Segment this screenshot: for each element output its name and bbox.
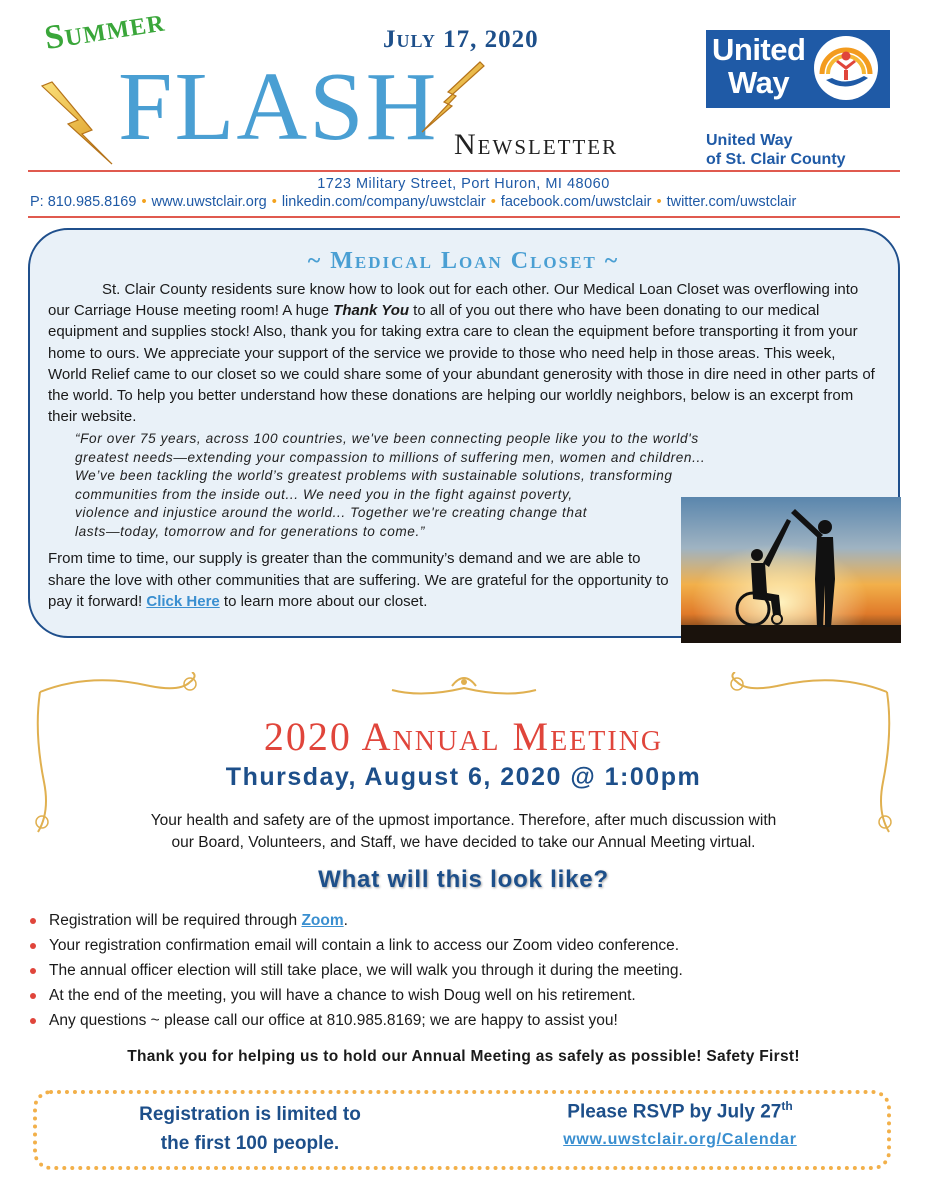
- rsvp-deadline: Please RSVP by July 27th: [567, 1099, 793, 1123]
- summer-word: Summer: [42, 1, 168, 58]
- list-item: Any questions ~ please call our office at 810.985.8169; we are happy to assist you!: [30, 1008, 890, 1033]
- united-way-logo-text: United Way: [712, 32, 806, 100]
- annual-meeting-description: Your health and safety are of the upmost importance. Therefore, after much discussion with our Board, Volunteers, and Staff, we have decided to take our Annual Meeting virtual.: [150, 812, 777, 851]
- ornament-center-icon: [382, 670, 546, 700]
- zoom-link[interactable]: Zoom: [301, 912, 344, 929]
- what-will-this-look-like-heading: What will this look like?: [318, 866, 609, 893]
- twitter-link[interactable]: twitter.com/uwstclair: [666, 194, 797, 210]
- annual-meeting-title: 2020 Annual Meeting: [263, 714, 664, 759]
- closet-intro-paragraph: St. Clair County residents sure know how to look out for each other. Our Medical Loan Closet was overflowing into our Carriage House meeting room! A huge Thank You to all of you out there who have been donating to our medical equipment and supplies stock! Also, thank you for taking extra care to clean the equipment before transporting it from your home to ours. We appreciate your support of the service we provide to those who need help in those areas. This week, World Relief came to our closet so we could share some of your abundant generosity with those in dire need in other parts of the world. To help you better understand how these donations are helping our worldly neighbors, below is an excerpt from their website.: [48, 281, 875, 426]
- sunset-silhouette-photo: [681, 497, 901, 643]
- address: 1723 Military Street, Port Huron, MI 48060: [317, 176, 610, 192]
- newsletter-date: July 17, 2020: [383, 26, 539, 53]
- header-top-rule: [28, 170, 900, 172]
- organization-name: United Way of St. Clair County: [706, 132, 846, 168]
- annual-meeting-date: Thursday, August 6, 2020 @ 1:00pm: [225, 763, 702, 791]
- header-bottom-rule: [28, 216, 900, 218]
- list-item: At the end of the meeting, you will have a chance to wish Doug well on his retirement.: [30, 983, 890, 1008]
- closet-title: ~ Medical Loan Closet ~: [307, 248, 620, 274]
- lightning-bolt-left-icon: [38, 78, 118, 168]
- united-way-hand-icon: [814, 36, 878, 100]
- lightning-bolt-right-icon: [418, 58, 488, 136]
- linkedin-link[interactable]: linkedin.com/company/uwstclair: [281, 194, 486, 210]
- click-here-link[interactable]: Click Here: [146, 593, 220, 610]
- contact-links: P: 810.985.8169 • www.uwstclair.org • linkedin.com/company/uwstclair • facebook.com/uwstclair • twitter.com/uwstclair: [30, 194, 797, 210]
- phone-number: P: 810.985.8169: [30, 194, 137, 210]
- calendar-link[interactable]: www.uwstclair.org/Calendar: [563, 1131, 797, 1148]
- facebook-link[interactable]: facebook.com/uwstclair: [500, 194, 652, 210]
- world-relief-quote: “For over 75 years, across 100 countries, we've been connecting people like you to the world's greatest needs—extending your compassion to millions of suffering men, women and children... We’ve been tackling the world’s greatest problems with sustainable solutions, transforming communities from the inside out... We need you in the fight against poverty, violence and injustice around the world... Together we're creating change that lasts—today, tomorrow and for generations to come.”: [75, 431, 706, 539]
- thank-you-note: Thank you for helping us to hold our Annual Meeting as safely as possible! Safety First!: [127, 1048, 800, 1065]
- registration-limit-text: Registration is limited to the first 100 people.: [139, 1104, 361, 1154]
- meeting-details-list: [30, 908, 890, 1033]
- list-item: Registration will be required through Zoom.: [30, 908, 890, 933]
- list-item: The annual officer election will still take place, we will walk you through it during the meeting.: [30, 958, 890, 983]
- list-item: Your registration confirmation email will contain a link to access our Zoom video conference.: [30, 933, 890, 958]
- newsletter-label: Newsletter: [454, 128, 619, 161]
- thank-you-emphasis: Thank You: [333, 302, 410, 320]
- flash-title: FLASH: [118, 53, 439, 161]
- closet-closing-paragraph: From time to time, our supply is greater than the community’s demand and we are able to share the love with other communities that are suffering. We are grateful for the opportunity to pay it forward! Click Here to learn more about our closet.: [48, 550, 669, 610]
- website-link[interactable]: www.uwstclair.org: [151, 194, 267, 210]
